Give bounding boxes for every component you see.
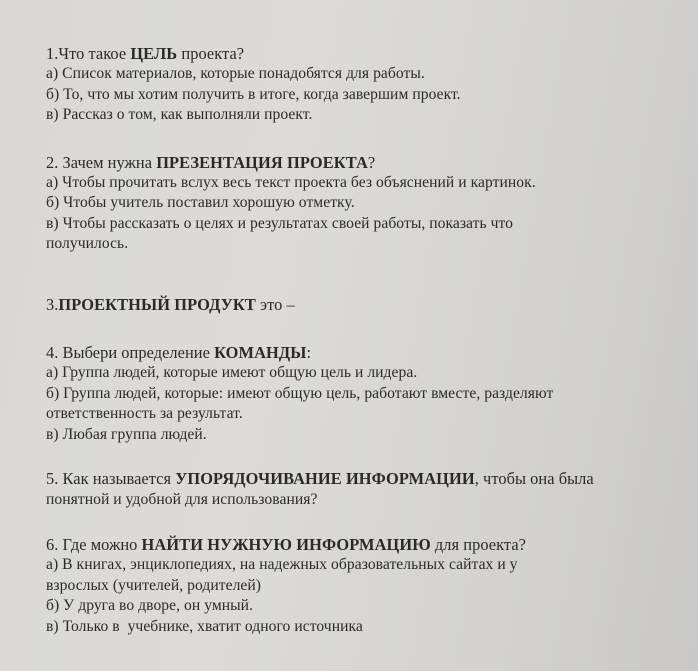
question-3 <box>46 295 678 315</box>
question-2-title <box>46 153 678 173</box>
question-5-title-continued: понятной и удобной для использования? <box>46 490 318 508</box>
question-2-answer-c: в) Чтобы рассказать о целях и результатах своей работы, показать что <box>46 214 513 232</box>
question-2-title-post: ? <box>367 152 376 172</box>
question-6-title-pre: 6. Где можно <box>46 534 142 554</box>
question-4-title-keyword: КОМАНДЫ <box>214 343 307 363</box>
question-5-title-post: , чтобы она была <box>474 469 594 489</box>
question-6-title-keyword: НАЙТИ НУЖНУЮ ИНФОРМАЦИЮ <box>141 534 431 554</box>
question-3-title-post: это – <box>255 294 295 314</box>
question-1 <box>46 44 678 126</box>
question-1-title <box>46 44 678 64</box>
question-4 <box>46 343 678 445</box>
question-6 <box>46 535 678 637</box>
question-6-title <box>46 535 678 555</box>
question-5-title-pre: 5. Как называется <box>46 469 176 489</box>
question-1-title-keyword: ЦЕЛЬ <box>130 44 178 63</box>
question-3-title-pre: 3. <box>46 294 59 314</box>
question-6-title-post: для проекта? <box>430 534 526 554</box>
question-4-title-pre: 4. Выбери определение <box>46 343 215 363</box>
question-6-answer-c: в) Только в учебнике, хватит одного источника <box>46 617 363 635</box>
question-1-title-pre: 1.Что такое <box>46 44 131 63</box>
question-2-answer-c-continued: получилось. <box>46 235 129 253</box>
question-5 <box>46 469 678 510</box>
question-4-answer-a: а) Группа людей, которые имеют общую цель и лидера. <box>46 364 418 382</box>
question-3-title-keyword: ПРОЕКТНЫЙ ПРОДУКТ <box>58 294 256 314</box>
question-6-answer-a: а) В книгах, энциклопедиях, на надежных образовательных сайтах и у <box>46 556 518 574</box>
question-4-title <box>46 343 678 363</box>
question-1-answer-a: а) Список материалов, которые понадобятся для работы. <box>46 65 425 83</box>
question-5-title <box>46 469 678 489</box>
question-3-title <box>46 295 678 315</box>
question-4-answer-b: б) Группа людей, которые: имеют общую цель, работают вместе, разделяют <box>46 384 554 402</box>
question-6-answer-a-continued: взрослых (учителей, родителей) <box>46 576 262 594</box>
question-2-answer-b: б) Чтобы учитель поставил хорошую отметку. <box>46 194 355 212</box>
question-6-answer-b: б) У друга во дворе, он умный. <box>46 597 254 615</box>
question-1-title-post: проекта? <box>177 44 245 63</box>
question-1-answer-b: б) То, что мы хотим получить в итоге, когда завершим проект. <box>46 85 461 103</box>
question-2-title-keyword: ПРЕЗЕНТАЦИЯ ПРОЕКТА <box>156 152 368 172</box>
question-2 <box>46 153 678 255</box>
question-4-answer-b-continued: ответственность за результат. <box>46 405 243 423</box>
question-1-answer-c: в) Рассказ о том, как выполняли проект. <box>46 106 313 124</box>
question-5-title-keyword: УПОРЯДОЧИВАНИЕ ИНФОРМАЦИИ <box>175 469 475 489</box>
question-2-answer-a: а) Чтобы прочитать вслух весь текст проекта без объяснений и картинок. <box>46 174 536 192</box>
question-4-answer-c: в) Любая группа людей. <box>46 425 207 443</box>
question-4-title-post: : <box>306 343 312 363</box>
question-2-title-pre: 2. Зачем нужна <box>46 152 157 172</box>
